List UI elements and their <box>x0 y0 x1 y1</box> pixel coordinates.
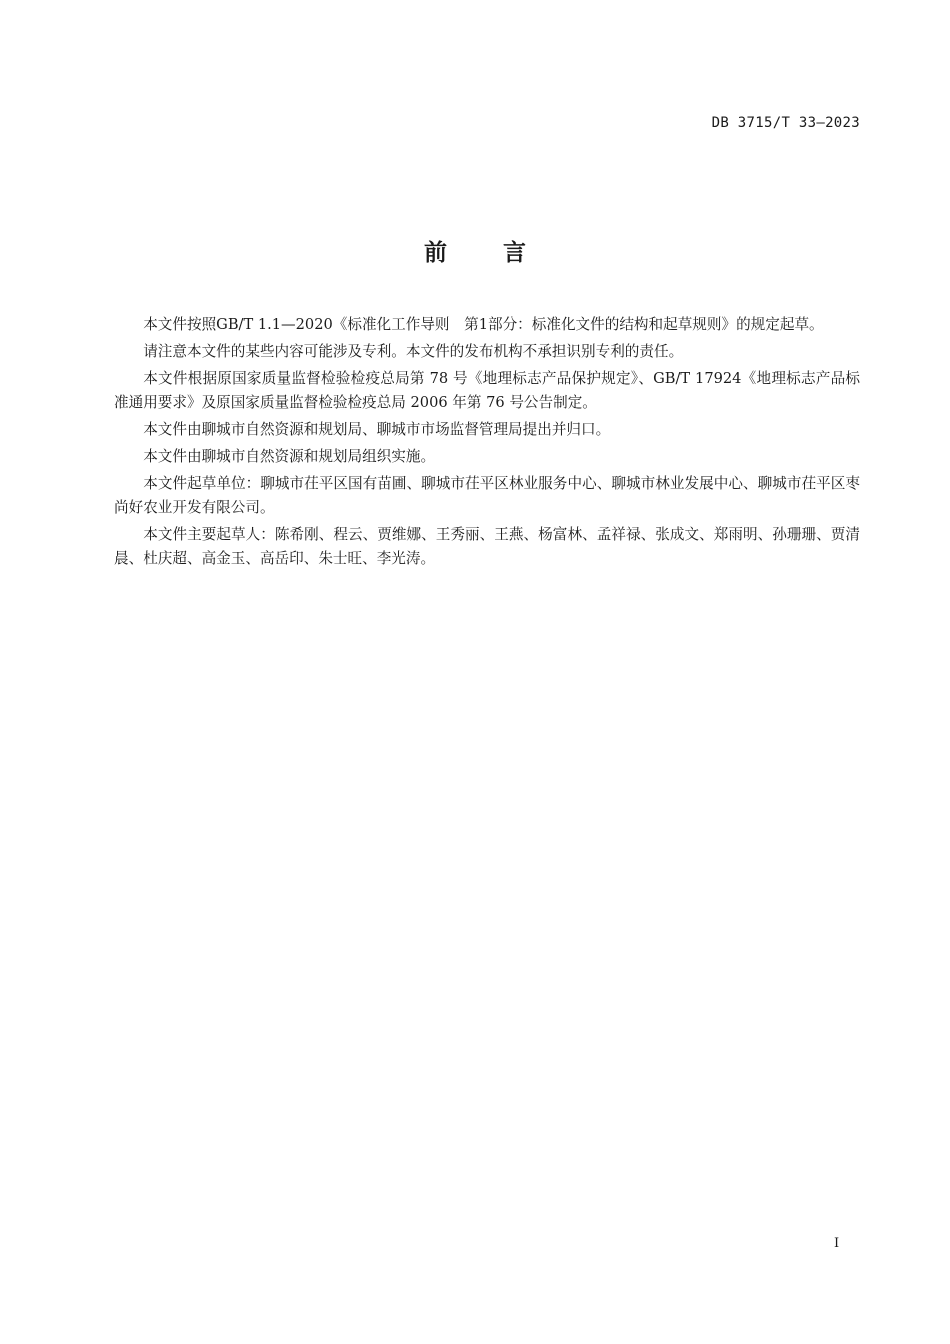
foreword-body <box>114 313 860 574</box>
paragraph-patent-notice: 请注意本文件的某些内容可能涉及专利。本文件的发布机构不承担识别专利的责任。 <box>143 342 684 360</box>
page-number: I <box>834 1236 840 1251</box>
document-code: DB 3715/T 33—2023 <box>711 115 860 131</box>
paragraph-drafting-units: 本文件起草单位：聊城市茌平区国有苗圃、聊城市茌平区林业服务中心、聊城市林业发展中心、聊城市茌平区枣尚好农业开发有限公司。 <box>114 474 860 517</box>
page-title: 前言 <box>424 240 582 266</box>
paragraph-implementer: 本文件由聊城市自然资源和规划局组织实施。 <box>143 447 436 465</box>
paragraph-proposer: 本文件由聊城市自然资源和规划局、聊城市市场监督管理局提出并归口。 <box>143 420 611 438</box>
paragraph-basis: 本文件根据原国家质量监督检验检疫总局第 78 号《地理标志产品保护规定》、GB/T 17924《地理标志产品标准通用要求》及原国家质量监督检验检疫总局 2006 年第 76 号公告制定。 <box>114 369 860 412</box>
paragraph-drafters: 本文件主要起草人：陈希刚、程云、贾维娜、王秀丽、王燕、杨富林、孟祥禄、张成文、郑雨明、孙珊珊、贾清晨、杜庆超、高金玉、高岳印、朱士旺、李光涛。 <box>114 525 860 568</box>
paragraph-drafting-rules: 本文件按照GB/T 1.1—2020《标准化工作导则 第1部分：标准化文件的结构和起草规则》的规定起草。 <box>143 316 824 333</box>
